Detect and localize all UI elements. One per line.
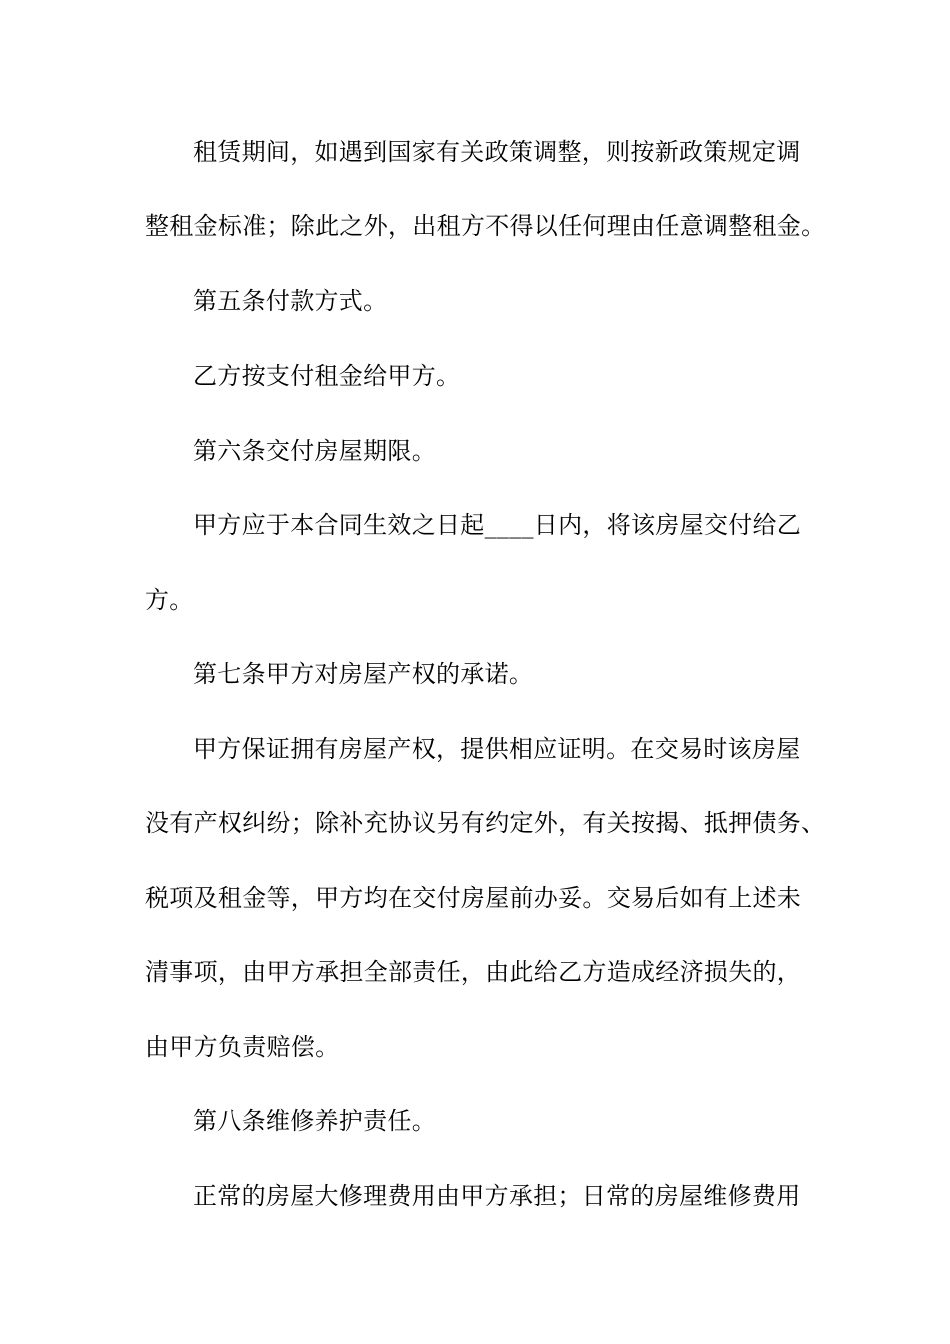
text-line: 整租金标准；除此之外，出租方不得以任何理由任意调整租金。 bbox=[145, 212, 826, 240]
text-line: 方。 bbox=[145, 586, 194, 614]
section-heading: 第八条维修养护责任。 bbox=[193, 1107, 436, 1135]
text-line: 正常的房屋大修理费用由甲方承担；日常的房屋维修费用 bbox=[193, 1182, 801, 1210]
text-line: 由甲方负责赔偿。 bbox=[145, 1033, 340, 1061]
section-heading: 第五条付款方式。 bbox=[193, 287, 388, 315]
text-line: 乙方按支付租金给甲方。 bbox=[193, 362, 461, 390]
text-line: 甲方应于本合同生效之日起____日内，将该房屋交付给乙 bbox=[193, 511, 802, 539]
text-line: 清事项，由甲方承担全部责任，由此给乙方造成经济损失的， bbox=[145, 958, 802, 986]
text-line: 租赁期间，如遇到国家有关政策调整，则按新政策规定调 bbox=[193, 138, 801, 166]
text-line: 税项及租金等，甲方均在交付房屋前办妥。交易后如有上述未 bbox=[145, 884, 802, 912]
section-heading: 第六条交付房屋期限。 bbox=[193, 437, 436, 465]
text-line: 没有产权纠纷；除补充协议另有约定外，有关按揭、抵押债务、 bbox=[145, 809, 826, 837]
section-heading: 第七条甲方对房屋产权的承诺。 bbox=[193, 660, 534, 688]
text-line: 甲方保证拥有房屋产权，提供相应证明。在交易时该房屋 bbox=[193, 735, 801, 763]
